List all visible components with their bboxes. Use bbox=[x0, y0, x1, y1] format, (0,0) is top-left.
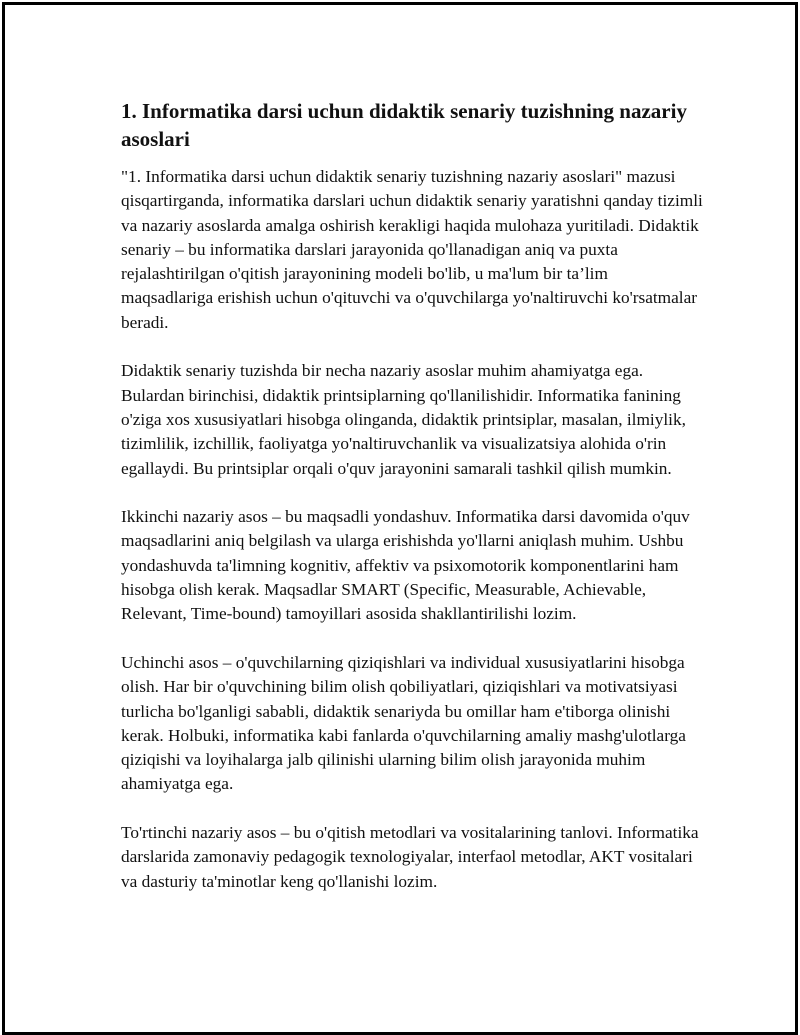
paragraph-intro: "1. Informatika darsi uchun didaktik senariy tuzishning nazariy asoslari" mazusi qisqartirganda, informatika darslari uchun didaktik senariy yaratishni qanday tizimli va nazariy asoslarda amalga oshirish kerakligi haqida mulohaza yuritiladi. Didaktik senariy – bu informatika darslari jarayonida qo'llanadigan aniq va puxta rejalashtirilgan o'qitish jarayonining modeli bo'lib, u ma'lum bir ta’lim maqsadlariga erishish uchun o'qituvchi va o'quvchilarga yo'naltiruvchi ko'rsatmalar beradi. bbox=[121, 167, 703, 332]
document-body bbox=[121, 97, 703, 918]
document-page bbox=[2, 2, 798, 1035]
section-heading: 1. Informatika darsi uchun didaktik senariy tuzishning nazariy asoslari bbox=[121, 99, 687, 151]
paragraph-student-interests: Uchinchi asos – o'quvchilarning qiziqishlari va individual xususiyatlarini hisobga olish. Har bir o'quvchining bilim olish qobiliyatlari, qiziqishlari va motivatsiyasi turlicha bo'lganligi sababli, didaktik senariyda bu omillar ham e'tiborga olinishi kerak. Holbuki, informatika kabi fanlarda o'quvchilarning amaliy mashg'ulotlarga qiziqishi va loyihalarga jalb qilinishi ularning bilim olish jarayonida muhim ahamiyatga ega. bbox=[121, 652, 686, 794]
paragraph-teaching-methods: To'rtinchi nazariy asos – bu o'qitish metodlari va vositalarining tanlovi. Informatika darslarida zamonaviy pedagogik texnologiyalar, interfaol metodlar, AKT vositalari va dasturiy ta'minotlar keng qo'llanishi lozim. bbox=[121, 823, 699, 891]
paragraph-goal-approach: Ikkinchi nazariy asos – bu maqsadli yondashuv. Informatika darsi davomida o'quv maqsadlarini aniq belgilash va ularga erishishda yo'llarni aniqlash muhim. Ushbu yondashuvda ta'limning kognitiv, affektiv va psixomotorik komponentlarini ham hisobga olish kerak. Maqsadlar SMART (Specific, Measurable, Achievable, Relevant, Time-bound) tamoyillari asosida shakllantirilishi lozim. bbox=[121, 507, 690, 624]
paragraph-didactic-principles: Didaktik senariy tuzishda bir necha nazariy asoslar muhim ahamiyatga ega. Bulardan birinchisi, didaktik printsiplarning qo'llanilishidir. Informatika fanining o'ziga xos xususiyatlari hisobga olinganda, didaktik printsiplar, masalan, ilmiylik, tizimlilik, izchillik, faoliyatga yo'naltiruvchanlik va visualizatsiya alohida o'rin egallaydi. Bu printsiplar orqali o'quv jarayonini samarali tashkil qilish mumkin. bbox=[121, 361, 686, 478]
